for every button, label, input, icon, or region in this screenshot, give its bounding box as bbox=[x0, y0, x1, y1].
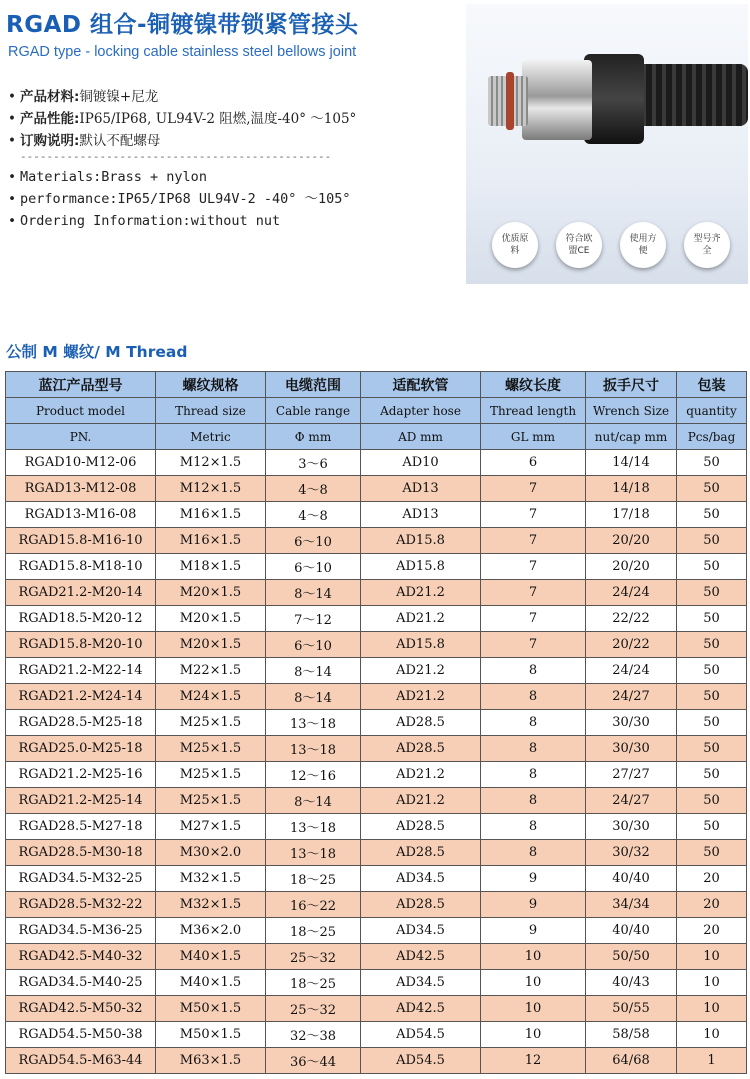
cell-model: RGAD54.5-M63-44 bbox=[6, 1048, 156, 1074]
cell-model: RGAD42.5-M50-32 bbox=[6, 996, 156, 1022]
cell-quantity: 10 bbox=[677, 996, 747, 1022]
header-row-unit bbox=[6, 424, 747, 450]
cell-cable-range: 16～22 bbox=[266, 892, 361, 918]
table-row bbox=[6, 840, 747, 866]
cell-thread-length: 10 bbox=[481, 1022, 586, 1048]
cell-thread-length: 7 bbox=[481, 554, 586, 580]
cell-quantity: 50 bbox=[677, 762, 747, 788]
cell-model: RGAD13-M12-08 bbox=[6, 476, 156, 502]
table-row bbox=[6, 1048, 747, 1074]
column-header-cable-range: Φ mm bbox=[266, 424, 361, 450]
cell-adapter-hose: AD15.8 bbox=[361, 528, 481, 554]
cell-quantity: 20 bbox=[677, 918, 747, 944]
spec-label: 产品性能: bbox=[20, 111, 80, 127]
cell-cable-range: 8～14 bbox=[266, 658, 361, 684]
column-header-thread-length: Thread length bbox=[481, 398, 586, 424]
cell-quantity: 50 bbox=[677, 580, 747, 606]
cell-thread-size: M22×1.5 bbox=[156, 658, 266, 684]
cell-model: RGAD21.2-M20-14 bbox=[6, 580, 156, 606]
cell-model: RGAD21.2-M25-14 bbox=[6, 788, 156, 814]
cell-cable-range: 32～38 bbox=[266, 1022, 361, 1048]
cell-adapter-hose: AD28.5 bbox=[361, 814, 481, 840]
cell-quantity: 50 bbox=[677, 840, 747, 866]
cell-thread-length: 7 bbox=[481, 580, 586, 606]
cell-thread-size: M36×2.0 bbox=[156, 918, 266, 944]
cell-wrench-size: 30/30 bbox=[586, 710, 677, 736]
cell-adapter-hose: AD15.8 bbox=[361, 554, 481, 580]
table-row bbox=[6, 684, 747, 710]
cell-model: RGAD18.5-M20-12 bbox=[6, 606, 156, 632]
cell-cable-range: 25～32 bbox=[266, 996, 361, 1022]
cell-thread-size: M25×1.5 bbox=[156, 710, 266, 736]
cell-adapter-hose: AD54.5 bbox=[361, 1022, 481, 1048]
spec-label: Materials: bbox=[20, 169, 102, 185]
table-row bbox=[6, 736, 747, 762]
cell-adapter-hose: AD34.5 bbox=[361, 866, 481, 892]
cell-wrench-size: 30/30 bbox=[586, 814, 677, 840]
cell-thread-size: M20×1.5 bbox=[156, 632, 266, 658]
cell-wrench-size: 20/22 bbox=[586, 632, 677, 658]
cell-model: RGAD42.5-M40-32 bbox=[6, 944, 156, 970]
cell-adapter-hose: AD10 bbox=[361, 450, 481, 476]
spec-table bbox=[5, 371, 747, 1074]
column-header-adapter-hose: Adapter hose bbox=[361, 398, 481, 424]
cell-model: RGAD28.5-M32-22 bbox=[6, 892, 156, 918]
column-header-thread-size: 螺纹规格 bbox=[156, 372, 266, 398]
column-header-quantity: 包装 bbox=[677, 372, 747, 398]
column-header-wrench-size: 扳手尺寸 bbox=[586, 372, 677, 398]
cell-thread-size: M24×1.5 bbox=[156, 684, 266, 710]
bullet-icon: • bbox=[8, 133, 16, 149]
cell-thread-length: 10 bbox=[481, 970, 586, 996]
cell-cable-range: 13～18 bbox=[266, 840, 361, 866]
column-header-thread-size: Metric bbox=[156, 424, 266, 450]
cell-thread-length: 7 bbox=[481, 632, 586, 658]
cell-thread-length: 6 bbox=[481, 450, 586, 476]
cell-thread-size: M16×1.5 bbox=[156, 528, 266, 554]
table-row bbox=[6, 892, 747, 918]
column-header-quantity: quantity bbox=[677, 398, 747, 424]
table-row bbox=[6, 528, 747, 554]
cell-wrench-size: 34/34 bbox=[586, 892, 677, 918]
cell-cable-range: 6～10 bbox=[266, 528, 361, 554]
table-row bbox=[6, 450, 747, 476]
table-row bbox=[6, 710, 747, 736]
cell-wrench-size: 14/14 bbox=[586, 450, 677, 476]
cell-thread-length: 8 bbox=[481, 840, 586, 866]
cell-wrench-size: 17/18 bbox=[586, 502, 677, 528]
cell-wrench-size: 24/27 bbox=[586, 788, 677, 814]
table-row bbox=[6, 476, 747, 502]
fitting-body-image bbox=[522, 60, 592, 140]
cell-thread-size: M40×1.5 bbox=[156, 970, 266, 996]
cell-thread-length: 9 bbox=[481, 866, 586, 892]
table-row bbox=[6, 502, 747, 528]
cell-thread-size: M32×1.5 bbox=[156, 892, 266, 918]
cell-cable-range: 3～6 bbox=[266, 450, 361, 476]
cell-adapter-hose: AD15.8 bbox=[361, 632, 481, 658]
cell-cable-range: 6～10 bbox=[266, 554, 361, 580]
bullet-icon: • bbox=[8, 213, 17, 229]
table-row bbox=[6, 606, 747, 632]
cell-model: RGAD21.2-M24-14 bbox=[6, 684, 156, 710]
bullet-icon: • bbox=[8, 191, 17, 207]
cell-model: RGAD10-M12-06 bbox=[6, 450, 156, 476]
cell-cable-range: 13～18 bbox=[266, 710, 361, 736]
cell-cable-range: 18～25 bbox=[266, 970, 361, 996]
cell-adapter-hose: AD54.5 bbox=[361, 1048, 481, 1074]
cell-cable-range: 8～14 bbox=[266, 788, 361, 814]
column-header-wrench-size: Wrench Size bbox=[586, 398, 677, 424]
cell-thread-length: 8 bbox=[481, 788, 586, 814]
header-row-cn bbox=[6, 372, 747, 398]
section-title: 公制 M 螺纹/ M Thread bbox=[6, 343, 188, 361]
cell-quantity: 50 bbox=[677, 684, 747, 710]
cell-thread-length: 8 bbox=[481, 814, 586, 840]
table-row bbox=[6, 554, 747, 580]
cell-model: RGAD15.8-M16-10 bbox=[6, 528, 156, 554]
cell-thread-size: M25×1.5 bbox=[156, 736, 266, 762]
cell-cable-range: 12～16 bbox=[266, 762, 361, 788]
cell-model: RGAD15.8-M20-10 bbox=[6, 632, 156, 658]
cell-model: RGAD28.5-M30-18 bbox=[6, 840, 156, 866]
cell-thread-length: 7 bbox=[481, 502, 586, 528]
cell-cable-range: 4～8 bbox=[266, 476, 361, 502]
cell-thread-size: M40×1.5 bbox=[156, 944, 266, 970]
cell-model: RGAD21.2-M22-14 bbox=[6, 658, 156, 684]
cell-thread-length: 10 bbox=[481, 996, 586, 1022]
cell-wrench-size: 24/24 bbox=[586, 658, 677, 684]
cell-quantity: 1 bbox=[677, 1048, 747, 1074]
cell-adapter-hose: AD13 bbox=[361, 476, 481, 502]
cell-adapter-hose: AD28.5 bbox=[361, 892, 481, 918]
badge-ce-compliant: 符合欧盟CE bbox=[556, 222, 602, 268]
table-row bbox=[6, 996, 747, 1022]
spec-material-cn bbox=[8, 86, 448, 108]
table-row bbox=[6, 580, 747, 606]
spec-ordering-cn bbox=[8, 130, 448, 152]
cell-thread-size: M20×1.5 bbox=[156, 606, 266, 632]
cell-cable-range: 25～32 bbox=[266, 944, 361, 970]
table-row bbox=[6, 970, 747, 996]
cell-model: RGAD34.5-M32-25 bbox=[6, 866, 156, 892]
cell-thread-length: 8 bbox=[481, 736, 586, 762]
cell-quantity: 50 bbox=[677, 710, 747, 736]
cell-cable-range: 36～44 bbox=[266, 1048, 361, 1074]
cell-quantity: 50 bbox=[677, 554, 747, 580]
cell-adapter-hose: AD42.5 bbox=[361, 996, 481, 1022]
cell-wrench-size: 30/32 bbox=[586, 840, 677, 866]
column-header-thread-length: GL mm bbox=[481, 424, 586, 450]
cell-thread-length: 7 bbox=[481, 476, 586, 502]
cell-adapter-hose: AD21.2 bbox=[361, 788, 481, 814]
column-header-model: Product model bbox=[6, 398, 156, 424]
cell-thread-length: 7 bbox=[481, 528, 586, 554]
cell-wrench-size: 50/50 bbox=[586, 944, 677, 970]
cell-wrench-size: 50/55 bbox=[586, 996, 677, 1022]
spec-label: performance: bbox=[20, 191, 118, 207]
cell-thread-size: M25×1.5 bbox=[156, 762, 266, 788]
cell-cable-range: 8～14 bbox=[266, 580, 361, 606]
column-header-adapter-hose: 适配软管 bbox=[361, 372, 481, 398]
table-body bbox=[6, 450, 747, 1074]
bullet-icon: • bbox=[8, 89, 16, 105]
cell-thread-length: 8 bbox=[481, 710, 586, 736]
cell-model: RGAD54.5-M50-38 bbox=[6, 1022, 156, 1048]
cell-cable-range: 13～18 bbox=[266, 814, 361, 840]
cell-model: RGAD34.5-M36-25 bbox=[6, 918, 156, 944]
cell-thread-length: 8 bbox=[481, 658, 586, 684]
cell-model: RGAD15.8-M18-10 bbox=[6, 554, 156, 580]
spec-ordering-en bbox=[8, 210, 448, 232]
cell-model: RGAD28.5-M27-18 bbox=[6, 814, 156, 840]
badge-complete-models: 型号齐全 bbox=[684, 222, 730, 268]
cell-thread-size: M27×1.5 bbox=[156, 814, 266, 840]
cell-quantity: 20 bbox=[677, 866, 747, 892]
cell-thread-length: 9 bbox=[481, 892, 586, 918]
cell-quantity: 50 bbox=[677, 814, 747, 840]
column-header-model: 蓝江产品型号 bbox=[6, 372, 156, 398]
page-title-cn: RGAD 组合-铜镀镍带锁紧管接头 bbox=[6, 12, 359, 38]
cell-model: RGAD28.5-M25-18 bbox=[6, 710, 156, 736]
o-ring-image bbox=[506, 72, 514, 130]
spec-value: IP65/IP68, UL94V-2 阻燃,温度-40° ～105° bbox=[79, 111, 357, 127]
cell-wrench-size: 27/27 bbox=[586, 762, 677, 788]
dashed-separator: ----------------------------------------------- bbox=[20, 152, 332, 163]
cell-cable-range: 6～10 bbox=[266, 632, 361, 658]
cell-cable-range: 18～25 bbox=[266, 918, 361, 944]
spec-value: 铜镀镍+尼龙 bbox=[79, 89, 159, 105]
table-row bbox=[6, 632, 747, 658]
cell-thread-size: M32×1.5 bbox=[156, 866, 266, 892]
cell-adapter-hose: AD21.2 bbox=[361, 658, 481, 684]
cell-thread-length: 9 bbox=[481, 918, 586, 944]
cell-cable-range: 7～12 bbox=[266, 606, 361, 632]
cell-thread-length: 10 bbox=[481, 944, 586, 970]
cell-wrench-size: 40/43 bbox=[586, 970, 677, 996]
cell-thread-length: 12 bbox=[481, 1048, 586, 1074]
cell-adapter-hose: AD13 bbox=[361, 502, 481, 528]
cell-quantity: 50 bbox=[677, 736, 747, 762]
column-header-adapter-hose: AD mm bbox=[361, 424, 481, 450]
spec-label: 产品材料: bbox=[20, 89, 80, 105]
spec-material-en bbox=[8, 166, 448, 188]
cell-wrench-size: 24/27 bbox=[586, 684, 677, 710]
table-row bbox=[6, 866, 747, 892]
cell-cable-range: 4～8 bbox=[266, 502, 361, 528]
cell-wrench-size: 64/68 bbox=[586, 1048, 677, 1074]
column-header-cable-range: Cable range bbox=[266, 398, 361, 424]
table-row bbox=[6, 788, 747, 814]
spec-value: IP65/IP68 UL94V-2 -40° ～105° bbox=[117, 191, 351, 207]
cell-thread-size: M18×1.5 bbox=[156, 554, 266, 580]
cell-quantity: 50 bbox=[677, 606, 747, 632]
cell-thread-size: M20×1.5 bbox=[156, 580, 266, 606]
table-row bbox=[6, 762, 747, 788]
cell-adapter-hose: AD21.2 bbox=[361, 580, 481, 606]
cell-quantity: 50 bbox=[677, 632, 747, 658]
cell-thread-length: 7 bbox=[481, 606, 586, 632]
cell-adapter-hose: AD28.5 bbox=[361, 840, 481, 866]
cell-thread-size: M12×1.5 bbox=[156, 476, 266, 502]
cell-quantity: 50 bbox=[677, 502, 747, 528]
cell-model: RGAD34.5-M40-25 bbox=[6, 970, 156, 996]
bullet-icon: • bbox=[8, 111, 16, 127]
cell-wrench-size: 22/22 bbox=[586, 606, 677, 632]
locking-nut-image bbox=[584, 54, 644, 144]
spec-value: Brass + nylon bbox=[101, 169, 207, 185]
page-title-en: RGAD type - locking cable stainless steel bellows joint bbox=[8, 44, 357, 60]
cell-adapter-hose: AD28.5 bbox=[361, 710, 481, 736]
cell-cable-range: 8～14 bbox=[266, 684, 361, 710]
cell-adapter-hose: AD21.2 bbox=[361, 606, 481, 632]
cell-quantity: 50 bbox=[677, 528, 747, 554]
cell-wrench-size: 20/20 bbox=[586, 554, 677, 580]
cell-quantity: 10 bbox=[677, 1022, 747, 1048]
spec-value: without nut bbox=[190, 213, 281, 229]
cell-thread-size: M50×1.5 bbox=[156, 1022, 266, 1048]
cell-wrench-size: 20/20 bbox=[586, 528, 677, 554]
spec-label: Ordering Information: bbox=[20, 213, 191, 229]
spec-label: 订购说明: bbox=[20, 133, 80, 149]
cell-quantity: 10 bbox=[677, 970, 747, 996]
cell-adapter-hose: AD21.2 bbox=[361, 762, 481, 788]
cell-wrench-size: 40/40 bbox=[586, 866, 677, 892]
cell-adapter-hose: AD21.2 bbox=[361, 684, 481, 710]
cell-wrench-size: 30/30 bbox=[586, 736, 677, 762]
cell-adapter-hose: AD28.5 bbox=[361, 736, 481, 762]
cell-wrench-size: 14/18 bbox=[586, 476, 677, 502]
badge-easy-to-use: 使用方便 bbox=[620, 222, 666, 268]
cell-thread-size: M30×2.0 bbox=[156, 840, 266, 866]
cell-wrench-size: 24/24 bbox=[586, 580, 677, 606]
cell-model: RGAD25.0-M25-18 bbox=[6, 736, 156, 762]
table-row bbox=[6, 1022, 747, 1048]
cell-quantity: 50 bbox=[677, 788, 747, 814]
cell-quantity: 50 bbox=[677, 476, 747, 502]
cell-thread-size: M25×1.5 bbox=[156, 788, 266, 814]
cell-thread-length: 8 bbox=[481, 762, 586, 788]
spec-performance-en bbox=[8, 188, 448, 210]
column-header-thread-length: 螺纹长度 bbox=[481, 372, 586, 398]
cell-wrench-size: 58/58 bbox=[586, 1022, 677, 1048]
cell-thread-size: M50×1.5 bbox=[156, 996, 266, 1022]
cell-adapter-hose: AD34.5 bbox=[361, 970, 481, 996]
table-row bbox=[6, 918, 747, 944]
cell-wrench-size: 40/40 bbox=[586, 918, 677, 944]
cell-thread-size: M16×1.5 bbox=[156, 502, 266, 528]
spec-performance-cn bbox=[8, 108, 448, 130]
cell-quantity: 20 bbox=[677, 892, 747, 918]
cell-quantity: 50 bbox=[677, 658, 747, 684]
header-row-en bbox=[6, 398, 747, 424]
column-header-thread-size: Thread size bbox=[156, 398, 266, 424]
cell-thread-length: 8 bbox=[481, 684, 586, 710]
cell-thread-size: M12×1.5 bbox=[156, 450, 266, 476]
cell-quantity: 10 bbox=[677, 944, 747, 970]
cell-adapter-hose: AD34.5 bbox=[361, 918, 481, 944]
column-header-wrench-size: nut/cap mm bbox=[586, 424, 677, 450]
cell-model: RGAD21.2-M25-16 bbox=[6, 762, 156, 788]
spec-value: 默认不配螺母 bbox=[79, 133, 161, 149]
table-row bbox=[6, 814, 747, 840]
table-row bbox=[6, 944, 747, 970]
cell-model: RGAD13-M16-08 bbox=[6, 502, 156, 528]
column-header-cable-range: 电缆范围 bbox=[266, 372, 361, 398]
table-row bbox=[6, 658, 747, 684]
cell-adapter-hose: AD42.5 bbox=[361, 944, 481, 970]
column-header-quantity: Pcs/bag bbox=[677, 424, 747, 450]
column-header-model: PN. bbox=[6, 424, 156, 450]
spec-list bbox=[8, 86, 448, 232]
cell-thread-size: M63×1.5 bbox=[156, 1048, 266, 1074]
badge-quality-material: 优质原料 bbox=[492, 222, 538, 268]
cell-quantity: 50 bbox=[677, 450, 747, 476]
cell-cable-range: 13～18 bbox=[266, 736, 361, 762]
cell-cable-range: 18～25 bbox=[266, 866, 361, 892]
product-photo bbox=[466, 4, 748, 284]
bullet-icon: • bbox=[8, 169, 17, 185]
